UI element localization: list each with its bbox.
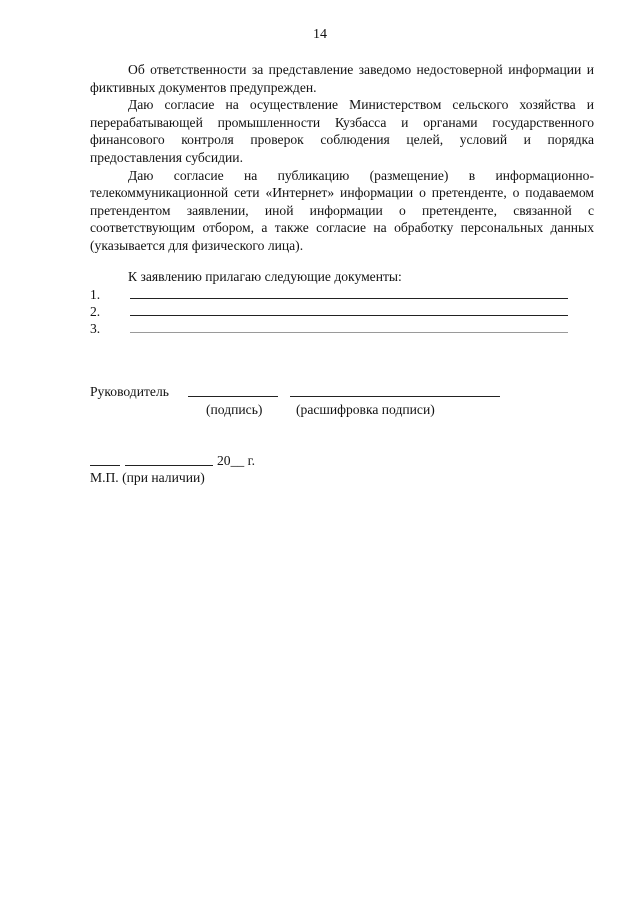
day-blank-line[interactable] xyxy=(90,465,120,466)
attachment-number: 3. xyxy=(90,321,101,336)
signature-blank-line[interactable] xyxy=(188,396,278,397)
attachment-blank-line[interactable] xyxy=(130,315,568,316)
audit-consent-paragraph: Даю согласие на осуществление Министерством сельского хозяйства и перерабатывающей промышленности Кузбасса и органами государственного финансового контроля проверок соблюдения целей, условий и порядка предоставления субсидии. xyxy=(90,97,594,165)
responsibility-paragraph: Об ответственности за представление заведомо недостоверной информации и фиктивных документов предупрежден. xyxy=(90,62,594,95)
signature-decoding-caption: (расшифровка подписи) xyxy=(296,402,435,417)
attachment-row-2[interactable] xyxy=(90,303,568,320)
month-blank-line[interactable] xyxy=(125,465,213,466)
stamp-note: М.П. (при наличии) xyxy=(90,470,205,485)
attachments-intro: К заявлению прилагаю следующие документы: xyxy=(128,269,402,284)
page-number: 14 xyxy=(313,27,327,42)
attachment-row-1[interactable] xyxy=(90,286,568,303)
consent-text xyxy=(90,61,594,255)
attachment-blank-line[interactable] xyxy=(130,298,568,299)
attachment-blank-line[interactable] xyxy=(130,332,568,333)
signature-decoding-blank-line[interactable] xyxy=(290,396,500,397)
signatory-label: Руководитель xyxy=(90,384,169,399)
publication-consent-paragraph: Даю согласие на публикацию (размещение) в информационно-телекоммуникационной сети «Интернет» информации о претенденте, о подаваемом претендентом заявлении, иной информации о претенденте, связанной с соответствующим отбором, а также согласие на обработку персональных данных (указывается для физического лица). xyxy=(90,167,594,253)
signature-caption: (подпись) xyxy=(206,402,263,417)
year-field: 20__ г. xyxy=(217,453,256,468)
attachment-row-3[interactable] xyxy=(90,320,568,337)
attachment-number: 1. xyxy=(90,287,101,302)
attachment-number: 2. xyxy=(90,304,101,319)
